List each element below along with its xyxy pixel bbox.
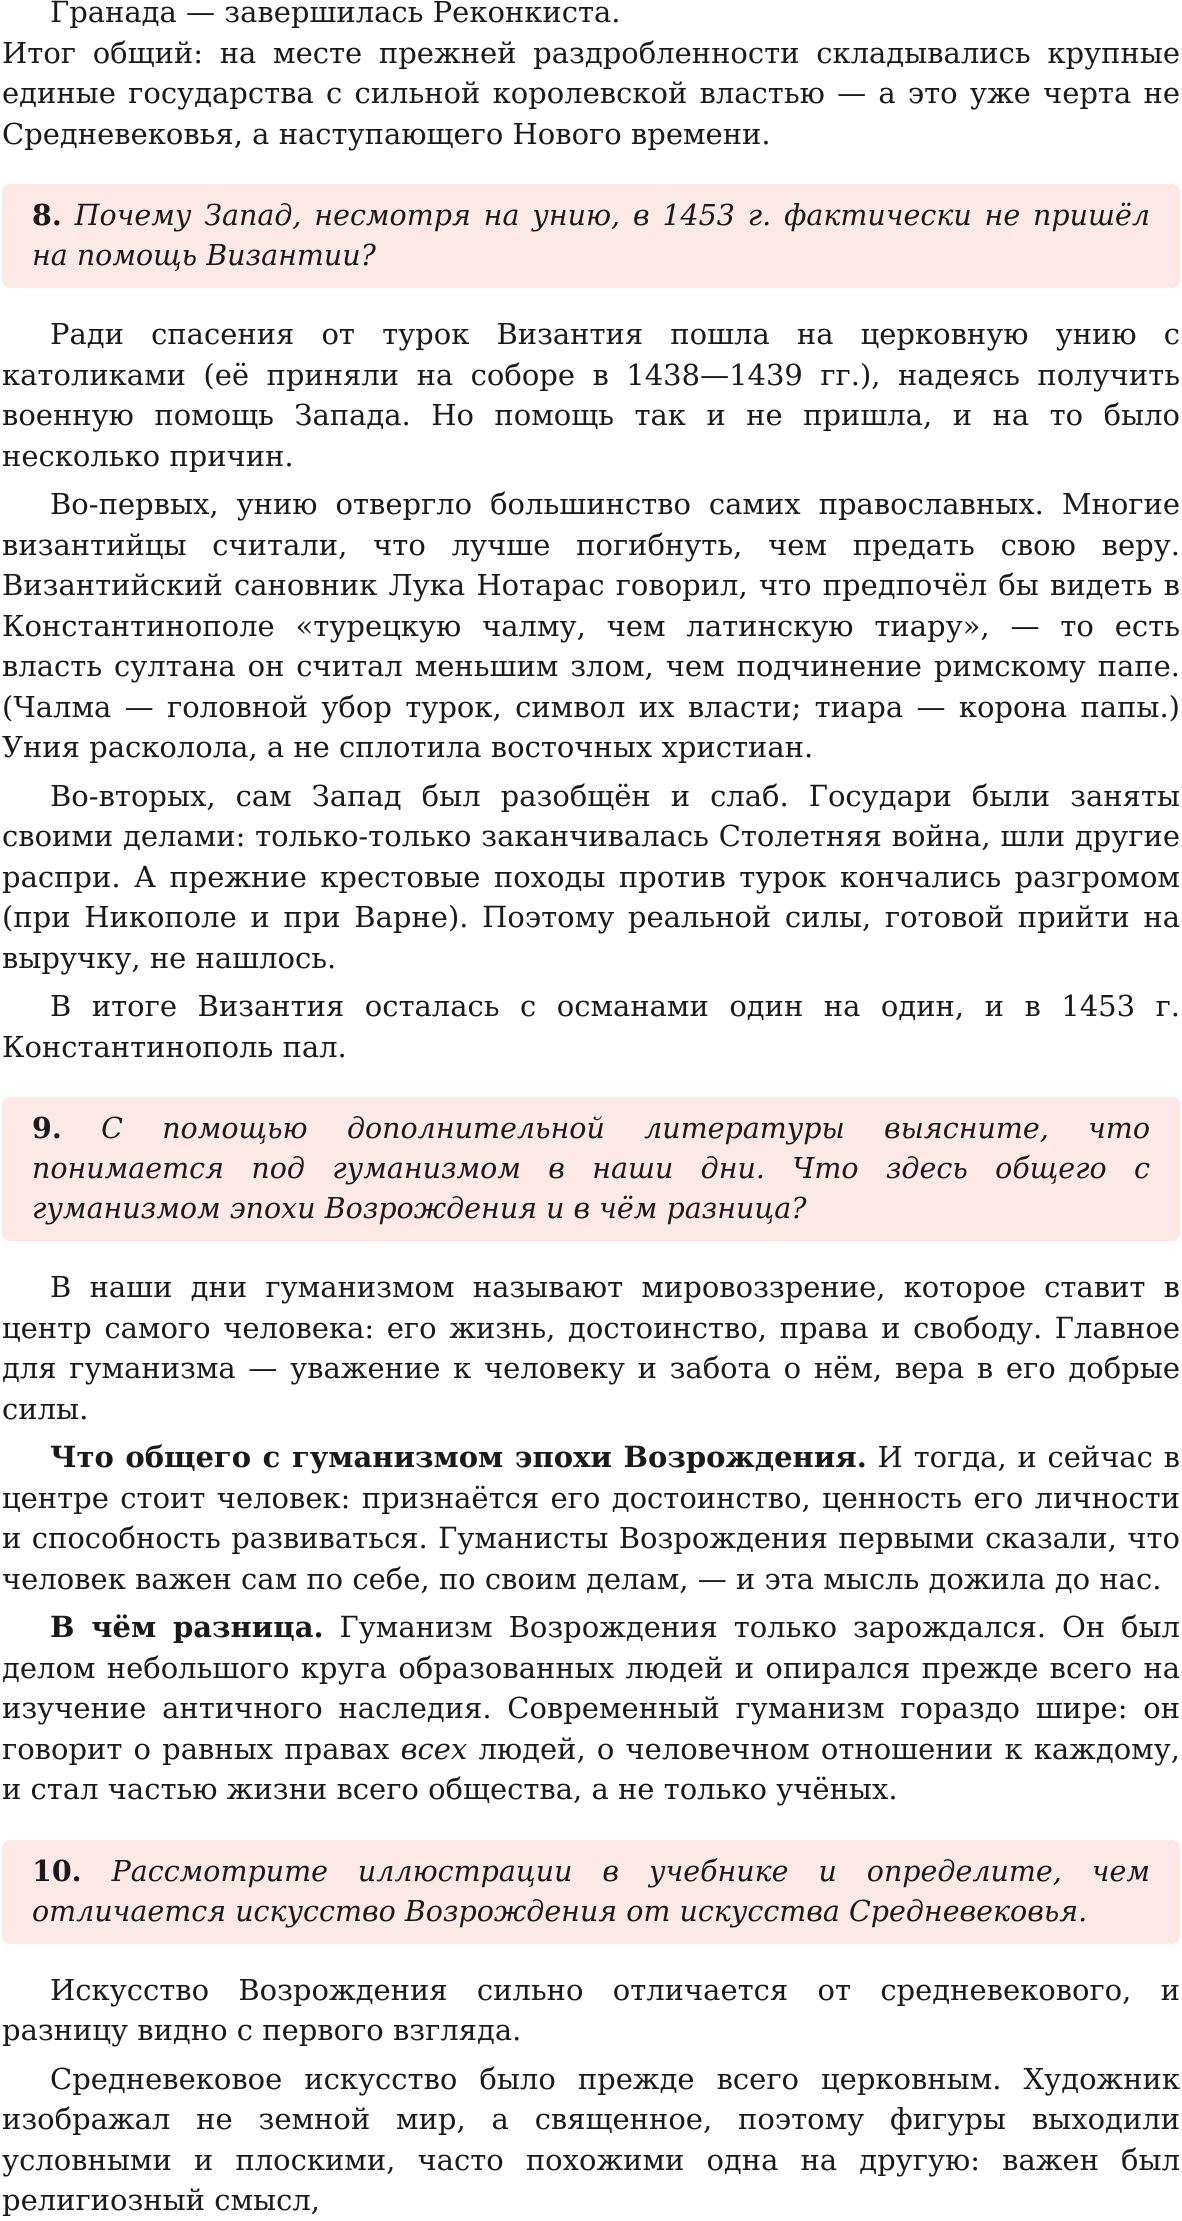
question-8-box [2,184,1180,288]
question-number: 8. [32,198,62,232]
answer-10-paragraph-2: Средневековое искусство было прежде всего церковным. Художник изображал не земной мир, а священное, поэтому фигуры выходили условными и плоскими, часто похожими одна на другую: важен был религиозный смысл, [2,2061,1180,2217]
question-text: С помощью дополнительной литературы выясните, что понимается под гуманизмом в наши дни. Что здесь общего с гуманизмом эпохи Возрождения и в чём разница? [32,1112,1150,1225]
intro-summary: Итог общий: на месте прежней раздробленности складывались крупные единые государства с сильной королевской властью — а это уже черта не Средневековья, а наступающего Нового времени. [2,35,1180,151]
answer-9-paragraph-1: В наши дни гуманизмом называют мировоззрение, которое ставит в центр самого человека: его жизнь, достоинство, права и свободу. Главное для гуманизма — уважение к человеку и забота о нём, вера в его добрые силы. [2,1270,1180,1426]
intro-line: Гранада — завершилась Реконкиста. [50,0,621,29]
question-number: 10. [32,1853,82,1888]
question-8 [32,195,1150,276]
paragraph-text: людей, о человечном отношении к каждому, и стал частью жизни всего общества, а не только учёных. [2,1731,1180,1806]
paragraph-heading: В чём разница. [50,1610,324,1644]
question-9-box [2,1097,1180,1241]
answer-8-paragraph-4: В итоге Византия осталась с османами один на один, и в 1453 г. Константинополь пал. [2,989,1180,1064]
question-9 [32,1108,1150,1229]
answer-8-paragraph-1: Ради спасения от турок Византия пошла на церковную унию с католиками (её приняли на соборе в 1438—1439 гг.), надеясь получить военную помощь Запада. Но помощь так и не пришла, и на то было несколько причин. [2,317,1180,473]
question-number: 9. [32,1111,62,1145]
paragraph-text: И тогда, и сейчас в центре стоит человек: признаётся его достоинство, ценность его личности и способность развиваться. Гуманисты Возрождения первыми сказали, что человек важен сам по себе, по своим делам, — и эта мысль дожила до нас. [2,1440,1180,1596]
answer-9-paragraph-2 [2,1437,1180,1599]
question-text: Почему Запад, несмотря на унию, в 1453 г. фактически не пришёл на помощь Византии? [32,199,1151,272]
answer-8-paragraph-2: Во-первых, унию отвергло большинство самих православных. Многие византийцы считали, что лучше погибнуть, чем предать свою веру. Византийский сановник Лука Нотарас говорил, что предпочёл бы видеть в Константинополе «турецкую чалму, чем латинскую тиару», — то есть власть султана он считал меньшим злом, чем подчинение римскому папе. (Чалма — головной убор турок, символ их власти; тиара — корона папы.) Уния расколола, а не сплотила восточных христиан. [2,487,1180,764]
question-10-box [2,1840,1180,1944]
question-10 [32,1851,1150,1932]
paragraph-heading: Что общего с гуманизмом эпохи Возрождения. [50,1440,867,1474]
paragraph-text: Гуманизм Возрождения только зарождался. Он был делом небольшого круга образованных людей и опирался прежде всего на изучение античного наследия. Современный гуманизм гораздо шире: он говорит о равных правах [2,1610,1180,1766]
answer-10-paragraph-1: Искусство Возрождения сильно отличается от средневекового, и разницу видно с первого взгляда. [2,1972,1180,2047]
answer-8-paragraph-3: Во-вторых, сам Запад был разобщён и слаб. Государи были заняты своими делами: только-только заканчивалась Столетняя война, шли другие распри. А прежние крестовые походы против турок кончались разгромом (при Никополе и при Варне). Поэтому реальной силы, готовой прийти на выручку, не нашлось. [2,778,1180,975]
emphasis-text: всех [400,1731,468,1766]
question-text: Рассмотрите иллюстрации в учебнике и определите, чем отличается искусство Возрождения от искусства Средневековья. [32,1854,1150,1928]
answer-9-paragraph-3 [2,1607,1180,1810]
